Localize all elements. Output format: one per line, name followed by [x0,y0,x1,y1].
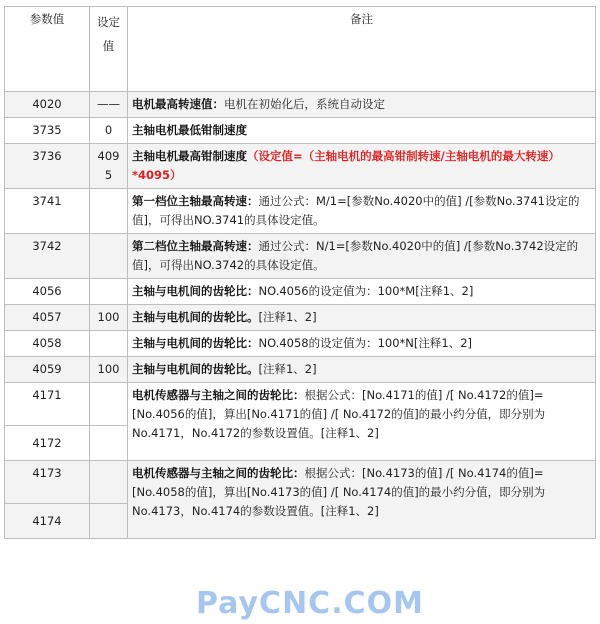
note-cell [128,144,596,189]
setting-cell [90,331,128,357]
parameter-table [4,6,596,539]
note-cell [128,461,596,539]
table-row [5,357,596,383]
note-text: 电机在初始化后，系统自动设定 [224,97,385,111]
note-title: 主轴电机最低钳制速度 [132,123,247,137]
note-title: 电机最高转速值： [132,97,224,111]
note-cell [128,189,596,234]
param-cell: 4059 [5,357,90,383]
param-cell: 4171 [5,383,90,426]
note-cell [128,234,596,279]
param-cell: 3735 [5,118,90,144]
note-title: 第二档位主轴最高转速： [132,239,259,253]
note-text: 通过公式：M/1=[参数No.4020中的值] /[参数No.3741设定的值]，可得出NO.3741的具体设定值。 [132,194,580,227]
setting-cell: —— [90,92,128,118]
param-cell: 4172 [5,426,90,461]
note-title: 主轴与电机间的齿轮比： [132,336,259,350]
note-text: [注释1、2] [258,362,317,376]
watermark-logo [196,586,424,621]
table-row [5,118,596,144]
setting-cell [90,234,128,279]
note-text: [注释1、2] [258,310,317,324]
table-row [5,144,596,189]
table-row [5,305,596,331]
table-row [5,279,596,305]
note-cell [128,305,596,331]
header-param: 参数值 [5,7,90,92]
table-row [5,461,596,504]
note-cell [128,357,596,383]
note-cell [128,279,596,305]
table-row [5,383,596,426]
setting-cell [90,504,128,539]
note-formula-red: （设定值=（主轴电机的最高钳制转速/主轴电机的最大转速）*4095） [132,149,560,182]
note-cell [128,92,596,118]
setting-cell [90,189,128,234]
note-text: 通过公式：N/1=[参数No.4020中的值] /[参数No.3742设定的值]，可得出NO.3742的具体设定值。 [132,239,579,272]
note-text: NO.4056的设定值为：100*M[注释1、2] [258,284,474,298]
watermark-text: PayCNC.COM [196,586,424,621]
table-row [5,92,596,118]
note-cell [128,383,596,461]
setting-cell: 100 [90,305,128,331]
note-title: 主轴与电机间的齿轮比。 [132,310,259,324]
setting-cell: 100 [90,357,128,383]
note-text: 根据公式：[No.4173的值] /[ No.4174的值]=[No.4058的值]，算出[No.4173的值] /[ No.4174的值]的最小约分值，即分别为No.4173，No.4174的参数设置值。[注释1、2] [132,466,546,518]
note-text: NO.4058的设定值为：100*N[注释1、2] [258,336,473,350]
note-text: 根据公式：[No.4171的值] /[ No.4172的值]=[No.4056的值]，算出[No.4171的值] /[ No.4172的值]的最小约分值，即分别为No.4171，No.4172的参数设置值。[注释1、2] [132,388,546,440]
setting-cell [90,279,128,305]
header-note: 备注 [128,7,596,92]
param-cell: 4058 [5,331,90,357]
table-header-row [5,7,596,92]
table-row [5,234,596,279]
setting-cell [90,383,128,426]
table-row [5,189,596,234]
note-title: 第一档位主轴最高转速： [132,194,259,208]
param-cell: 4020 [5,92,90,118]
note-title: 主轴电机最高钳制速度 [132,149,247,163]
table-row [5,331,596,357]
param-cell: 3742 [5,234,90,279]
note-cell [128,331,596,357]
note-title: 电机传感器与主轴之间的齿轮比： [132,388,305,402]
header-setting: 设定值 [90,7,128,92]
setting-cell: 0 [90,118,128,144]
param-cell: 3736 [5,144,90,189]
note-title: 电机传感器与主轴之间的齿轮比： [132,466,305,480]
note-cell [128,118,596,144]
note-title: 主轴与电机间的齿轮比： [132,284,259,298]
setting-cell [90,426,128,461]
param-cell: 3741 [5,189,90,234]
note-title: 主轴与电机间的齿轮比。 [132,362,259,376]
param-cell: 4057 [5,305,90,331]
setting-cell [90,461,128,504]
param-cell: 4174 [5,504,90,539]
param-cell: 4056 [5,279,90,305]
param-cell: 4173 [5,461,90,504]
setting-cell: 4095 [90,144,128,189]
